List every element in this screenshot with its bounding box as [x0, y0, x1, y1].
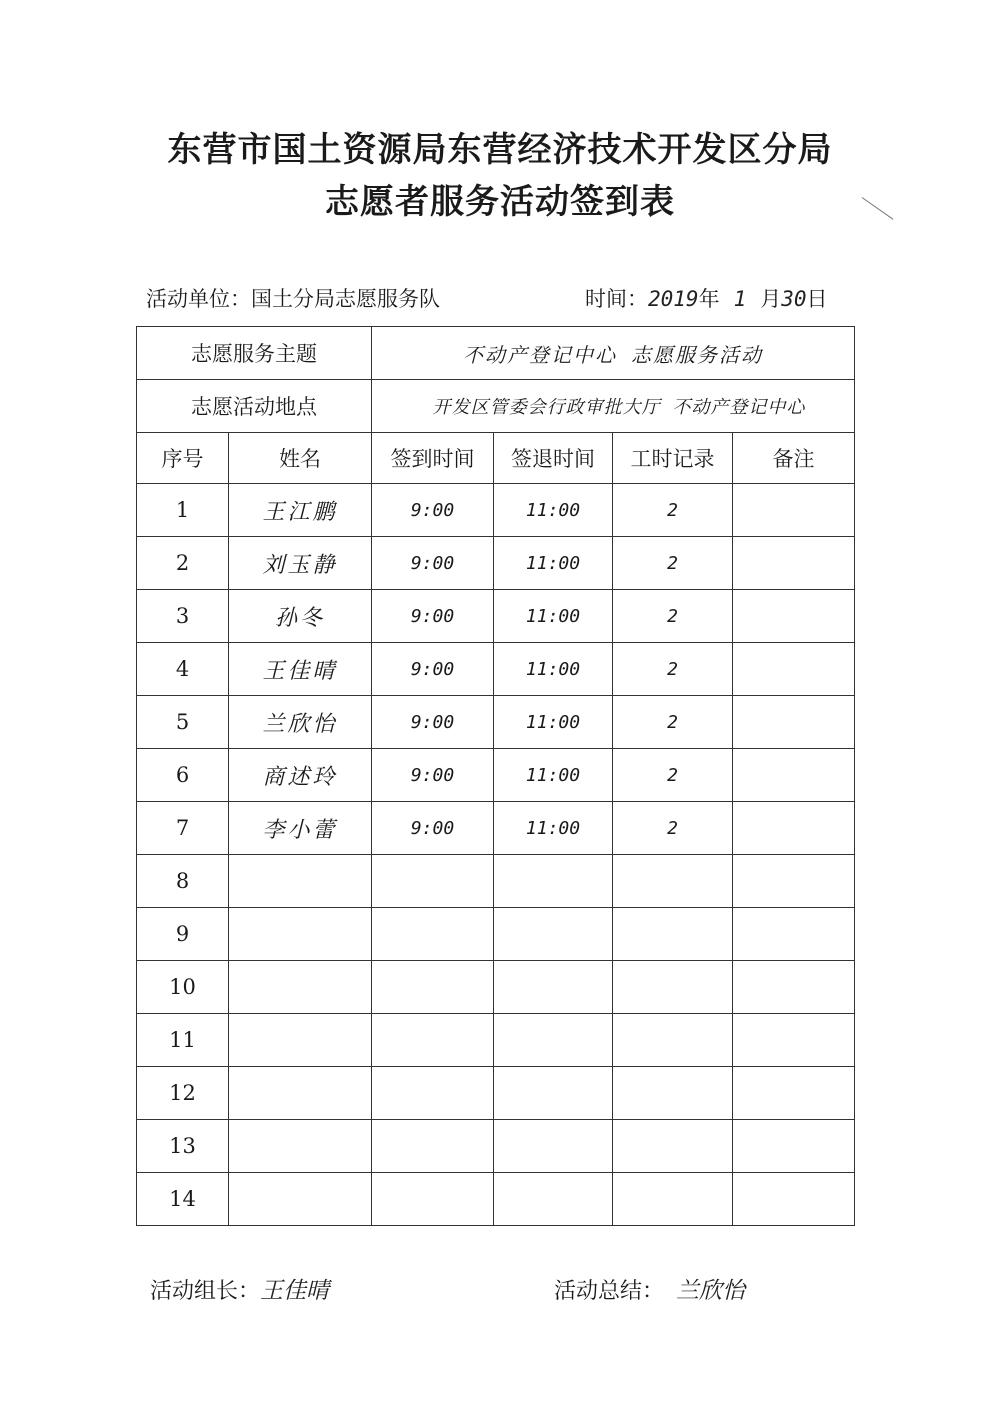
row-name-signature	[229, 1014, 372, 1067]
column-header-row	[137, 433, 855, 484]
row-name-signature	[229, 908, 372, 961]
row-hours	[613, 1120, 733, 1173]
row-number: 7	[137, 802, 229, 855]
row-checkout-time: 11:00	[494, 696, 613, 749]
table-row	[137, 537, 855, 590]
row-number: 12	[137, 1067, 229, 1120]
row-checkout-time	[494, 855, 613, 908]
row-checkout-time: 11:00	[494, 749, 613, 802]
sign-in-sheet	[136, 326, 854, 1235]
row-name-signature: 孙冬	[229, 590, 372, 643]
date-month: 1	[733, 287, 747, 311]
row-name-signature	[229, 1067, 372, 1120]
table-row	[137, 961, 855, 1014]
row-note	[733, 802, 855, 855]
row-checkin-time: 9:00	[372, 590, 494, 643]
row-name-signature	[229, 961, 372, 1014]
row-name-signature: 李小蕾	[229, 802, 372, 855]
activity-date	[585, 283, 828, 313]
table-row	[137, 1120, 855, 1173]
activity-summary	[554, 1272, 745, 1305]
row-hours	[613, 908, 733, 961]
row-name-signature	[229, 855, 372, 908]
leader-signature: 王佳晴	[260, 1278, 330, 1304]
row-number: 5	[137, 696, 229, 749]
col-header-name: 姓名	[229, 433, 372, 484]
row-checkout-time: 11:00	[494, 484, 613, 537]
summary-signature: 兰欣怡	[676, 1278, 746, 1304]
row-checkout-time: 11:00	[494, 590, 613, 643]
row-note	[733, 590, 855, 643]
theme-label: 志愿服务主题	[137, 327, 372, 380]
date-label: 时间：	[585, 287, 648, 311]
row-number: 6	[137, 749, 229, 802]
row-note	[733, 537, 855, 590]
row-checkout-time	[494, 1120, 613, 1173]
table-row	[137, 749, 855, 802]
table-row	[137, 1173, 855, 1226]
col-header-checkin: 签到时间	[372, 433, 494, 484]
row-name-signature: 兰欣怡	[229, 696, 372, 749]
row-hours: 2	[613, 643, 733, 696]
table-row	[137, 908, 855, 961]
row-checkout-time: 11:00	[494, 537, 613, 590]
date-year-unit: 年	[698, 287, 720, 311]
document-subtitle: 志愿者服务活动签到表	[325, 182, 675, 222]
row-name-signature: 商述玲	[229, 749, 372, 802]
date-month-unit: 月	[760, 287, 782, 311]
table-row	[137, 696, 855, 749]
col-header-checkout: 签退时间	[494, 433, 613, 484]
row-checkout-time	[494, 1067, 613, 1120]
row-checkin-time: 9:00	[372, 643, 494, 696]
row-checkout-time	[494, 1173, 613, 1226]
group-leader	[150, 1272, 329, 1305]
table-row	[137, 643, 855, 696]
row-name-signature: 王江鹏	[229, 484, 372, 537]
row-note	[733, 484, 855, 537]
row-hours	[613, 1067, 733, 1120]
table-row	[137, 590, 855, 643]
col-header-note: 备注	[733, 433, 855, 484]
row-checkin-time: 9:00	[372, 696, 494, 749]
row-number: 3	[137, 590, 229, 643]
date-day-unit: 日	[806, 287, 828, 311]
table-row	[137, 484, 855, 537]
row-checkout-time	[494, 1014, 613, 1067]
row-checkin-time: 9:00	[372, 749, 494, 802]
row-number: 14	[137, 1173, 229, 1226]
row-note	[733, 643, 855, 696]
place-label: 志愿活动地点	[137, 380, 372, 433]
place-row	[137, 380, 855, 433]
row-note	[733, 749, 855, 802]
row-number: 11	[137, 1014, 229, 1067]
row-hours	[613, 855, 733, 908]
row-name-signature	[229, 1120, 372, 1173]
row-note	[733, 855, 855, 908]
leader-label: 活动组长：	[150, 1279, 261, 1304]
row-name-signature: 王佳晴	[229, 643, 372, 696]
row-hours: 2	[613, 802, 733, 855]
row-hours: 2	[613, 749, 733, 802]
row-number: 8	[137, 855, 229, 908]
row-checkout-time: 11:00	[494, 643, 613, 696]
col-header-hours: 工时记录	[613, 433, 733, 484]
row-checkin-time	[372, 1120, 494, 1173]
row-hours: 2	[613, 696, 733, 749]
document-title: 东营市国土资源局东营经济技术开发区分局	[167, 130, 833, 170]
theme-value: 不动产登记中心 志愿服务活动	[372, 327, 855, 380]
col-header-no: 序号	[137, 433, 229, 484]
row-note	[733, 1014, 855, 1067]
row-number: 2	[137, 537, 229, 590]
row-note	[733, 961, 855, 1014]
sign-in-table	[136, 326, 855, 1226]
row-checkout-time	[494, 908, 613, 961]
row-note	[733, 1173, 855, 1226]
row-number: 13	[137, 1120, 229, 1173]
row-checkin-time	[372, 1067, 494, 1120]
table-row	[137, 802, 855, 855]
row-checkin-time	[372, 855, 494, 908]
row-checkout-time: 11:00	[494, 802, 613, 855]
row-hours: 2	[613, 590, 733, 643]
row-number: 1	[137, 484, 229, 537]
row-checkin-time: 9:00	[372, 802, 494, 855]
table-row	[137, 1014, 855, 1067]
activity-unit-label: 活动单位：	[146, 287, 251, 311]
date-day: 30	[781, 287, 807, 311]
row-name-signature	[229, 1173, 372, 1226]
row-checkin-time: 9:00	[372, 484, 494, 537]
row-note	[733, 696, 855, 749]
activity-unit-value: 国土分局志愿服务队	[251, 287, 440, 311]
row-hours	[613, 1014, 733, 1067]
row-checkin-time: 9:00	[372, 537, 494, 590]
summary-label: 活动总结：	[554, 1279, 665, 1304]
row-note	[733, 1067, 855, 1120]
row-note	[733, 1120, 855, 1173]
table-row	[137, 1067, 855, 1120]
row-name-signature: 刘玉静	[229, 537, 372, 590]
place-value: 开发区管委会行政审批大厅 不动产登记中心	[372, 380, 855, 433]
row-hours: 2	[613, 537, 733, 590]
row-checkin-time	[372, 908, 494, 961]
date-year: 2019	[648, 287, 699, 311]
table-body	[137, 484, 855, 1226]
row-number: 4	[137, 643, 229, 696]
theme-row	[137, 327, 855, 380]
row-checkin-time	[372, 961, 494, 1014]
row-checkin-time	[372, 1173, 494, 1226]
row-hours: 2	[613, 484, 733, 537]
row-checkin-time	[372, 1014, 494, 1067]
row-number: 9	[137, 908, 229, 961]
row-hours	[613, 961, 733, 1014]
row-number: 10	[137, 961, 229, 1014]
row-note	[733, 908, 855, 961]
table-row	[137, 855, 855, 908]
row-checkout-time	[494, 961, 613, 1014]
activity-unit	[146, 283, 440, 313]
row-hours	[613, 1173, 733, 1226]
